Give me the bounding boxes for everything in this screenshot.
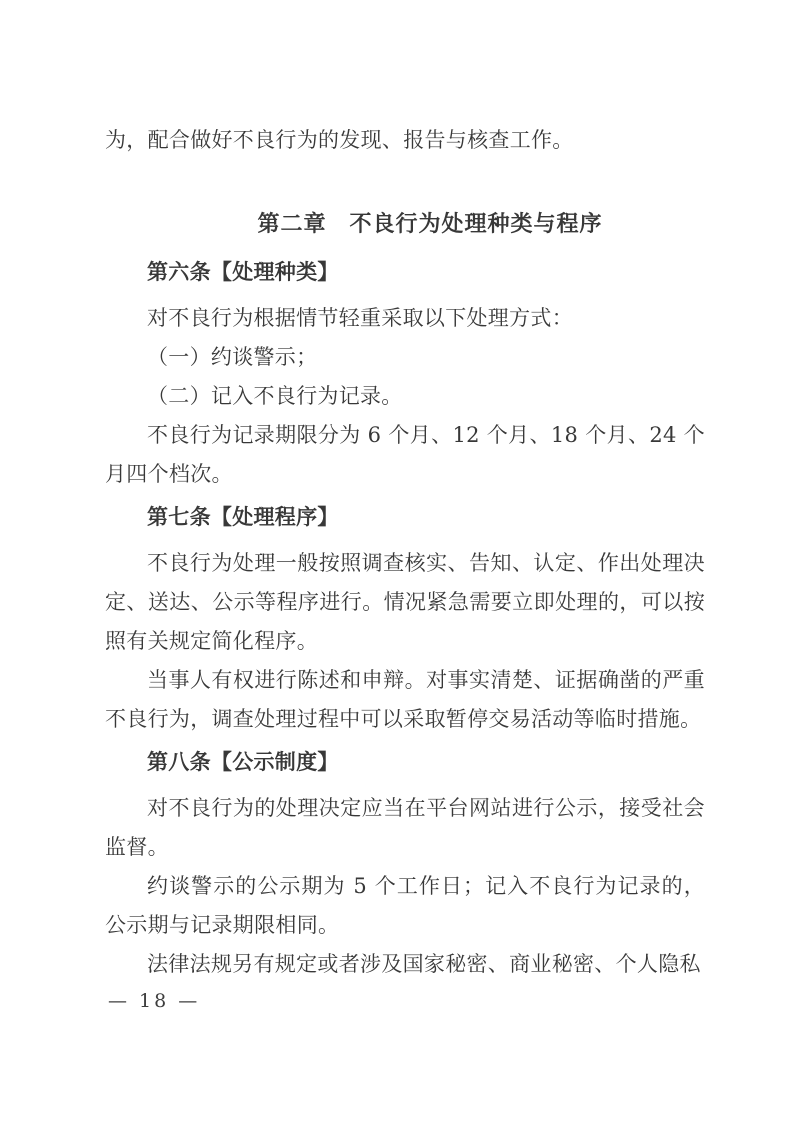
chapter-heading: 第二章 不良行为处理种类与程序 bbox=[257, 211, 603, 237]
document-body bbox=[105, 121, 705, 984]
list-item-2: （二）记入不良行为记录。 bbox=[147, 384, 403, 408]
paragraph: 不良行为处理一般按照调查核实、告知、认定、作出处理决定、送达、公示等程序进行。情况紧急需要立即处理的，可以按照有关规定简化程序。 bbox=[105, 551, 705, 653]
paragraph: 法律法规另有规定或者涉及国家秘密、商业秘密、个人隐私 bbox=[147, 952, 701, 976]
paragraph-continuation: 为，配合做好不良行为的发现、报告与核查工作。 bbox=[105, 128, 574, 152]
paragraph: 对不良行为的处理决定应当在平台网站进行公示，接受社会监督。 bbox=[105, 796, 705, 859]
article-heading-7: 第七条【处理程序】 bbox=[147, 504, 339, 529]
paragraph: 约谈警示的公示期为 5 个工作日；记入不良行为记录的，公示期与记录期限相同。 bbox=[105, 874, 705, 937]
paragraph: 不良行为记录期限分为 6 个月、12 个月、18 个月、24 个月四个档次。 bbox=[105, 423, 705, 486]
paragraph: 当事人有权进行陈述和申辩。对事实清楚、证据确凿的严重不良行为，调查处理过程中可以采取暂停交易活动等临时措施。 bbox=[105, 668, 705, 731]
list-item-1: （一）约谈警示； bbox=[147, 345, 318, 369]
article-heading-6: 第六条【处理种类】 bbox=[147, 259, 339, 284]
page-number: — 18 — bbox=[108, 990, 201, 1012]
article-heading-8: 第八条【公示制度】 bbox=[147, 749, 339, 774]
paragraph: 对不良行为根据情节轻重采取以下处理方式： bbox=[147, 306, 573, 330]
